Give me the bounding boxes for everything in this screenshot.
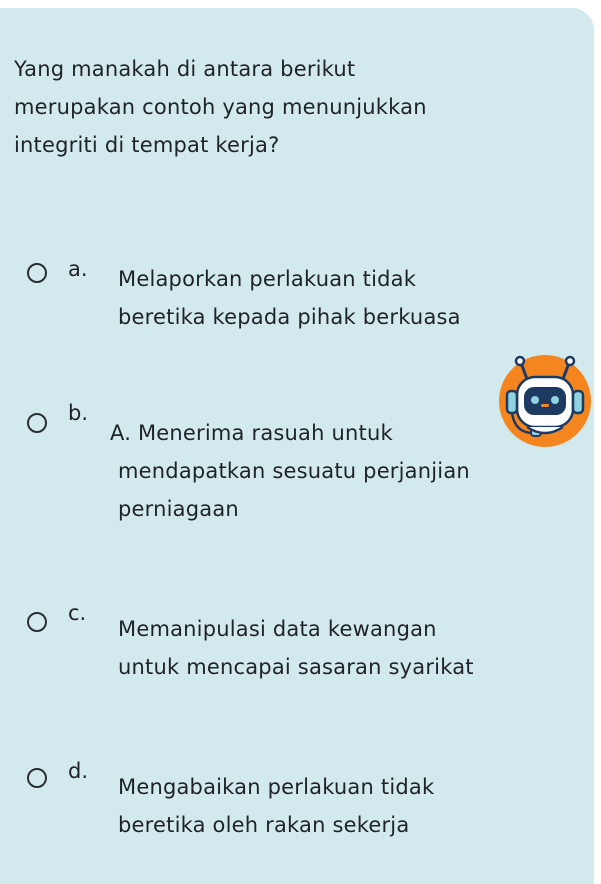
option-b-letter: b. bbox=[68, 401, 89, 425]
option-a-radio[interactable] bbox=[27, 263, 47, 283]
option-d-radio[interactable] bbox=[27, 768, 47, 788]
option-c-letter: c. bbox=[68, 601, 87, 625]
option-a-line-1: Melaporkan perlakuan tidak bbox=[118, 267, 417, 291]
option-b-line-3: perniagaan bbox=[118, 497, 239, 521]
option-c-line-2: untuk mencapai sasaran syarikat bbox=[118, 655, 474, 679]
option-b-radio[interactable] bbox=[27, 413, 47, 433]
robot-assistant-svg bbox=[497, 353, 593, 449]
option-b-line-1: A. Menerima rasuah untuk bbox=[110, 421, 393, 445]
question-line-2: merupakan contoh yang menunjukkan bbox=[14, 95, 427, 119]
option-d-line-2: beretika oleh rakan sekerja bbox=[118, 813, 410, 837]
option-b-line-2: mendapatkan sesuatu perjanjian bbox=[118, 459, 470, 483]
option-c-radio[interactable] bbox=[27, 612, 47, 632]
question-text bbox=[14, 50, 574, 164]
option-a-letter: a. bbox=[68, 257, 88, 281]
option-d-line-1: Mengabaikan perlakuan tidak bbox=[118, 775, 435, 799]
option-c-line-1: Memanipulasi data kewangan bbox=[118, 617, 437, 641]
question-line-1: Yang manakah di antara berikut bbox=[14, 57, 356, 81]
option-d-letter: d. bbox=[68, 759, 89, 783]
option-a-line-2: beretika kepada pihak berkuasa bbox=[118, 305, 461, 329]
question-line-3: integriti di tempat kerja? bbox=[14, 133, 280, 157]
robot-assistant-icon[interactable] bbox=[497, 353, 593, 449]
